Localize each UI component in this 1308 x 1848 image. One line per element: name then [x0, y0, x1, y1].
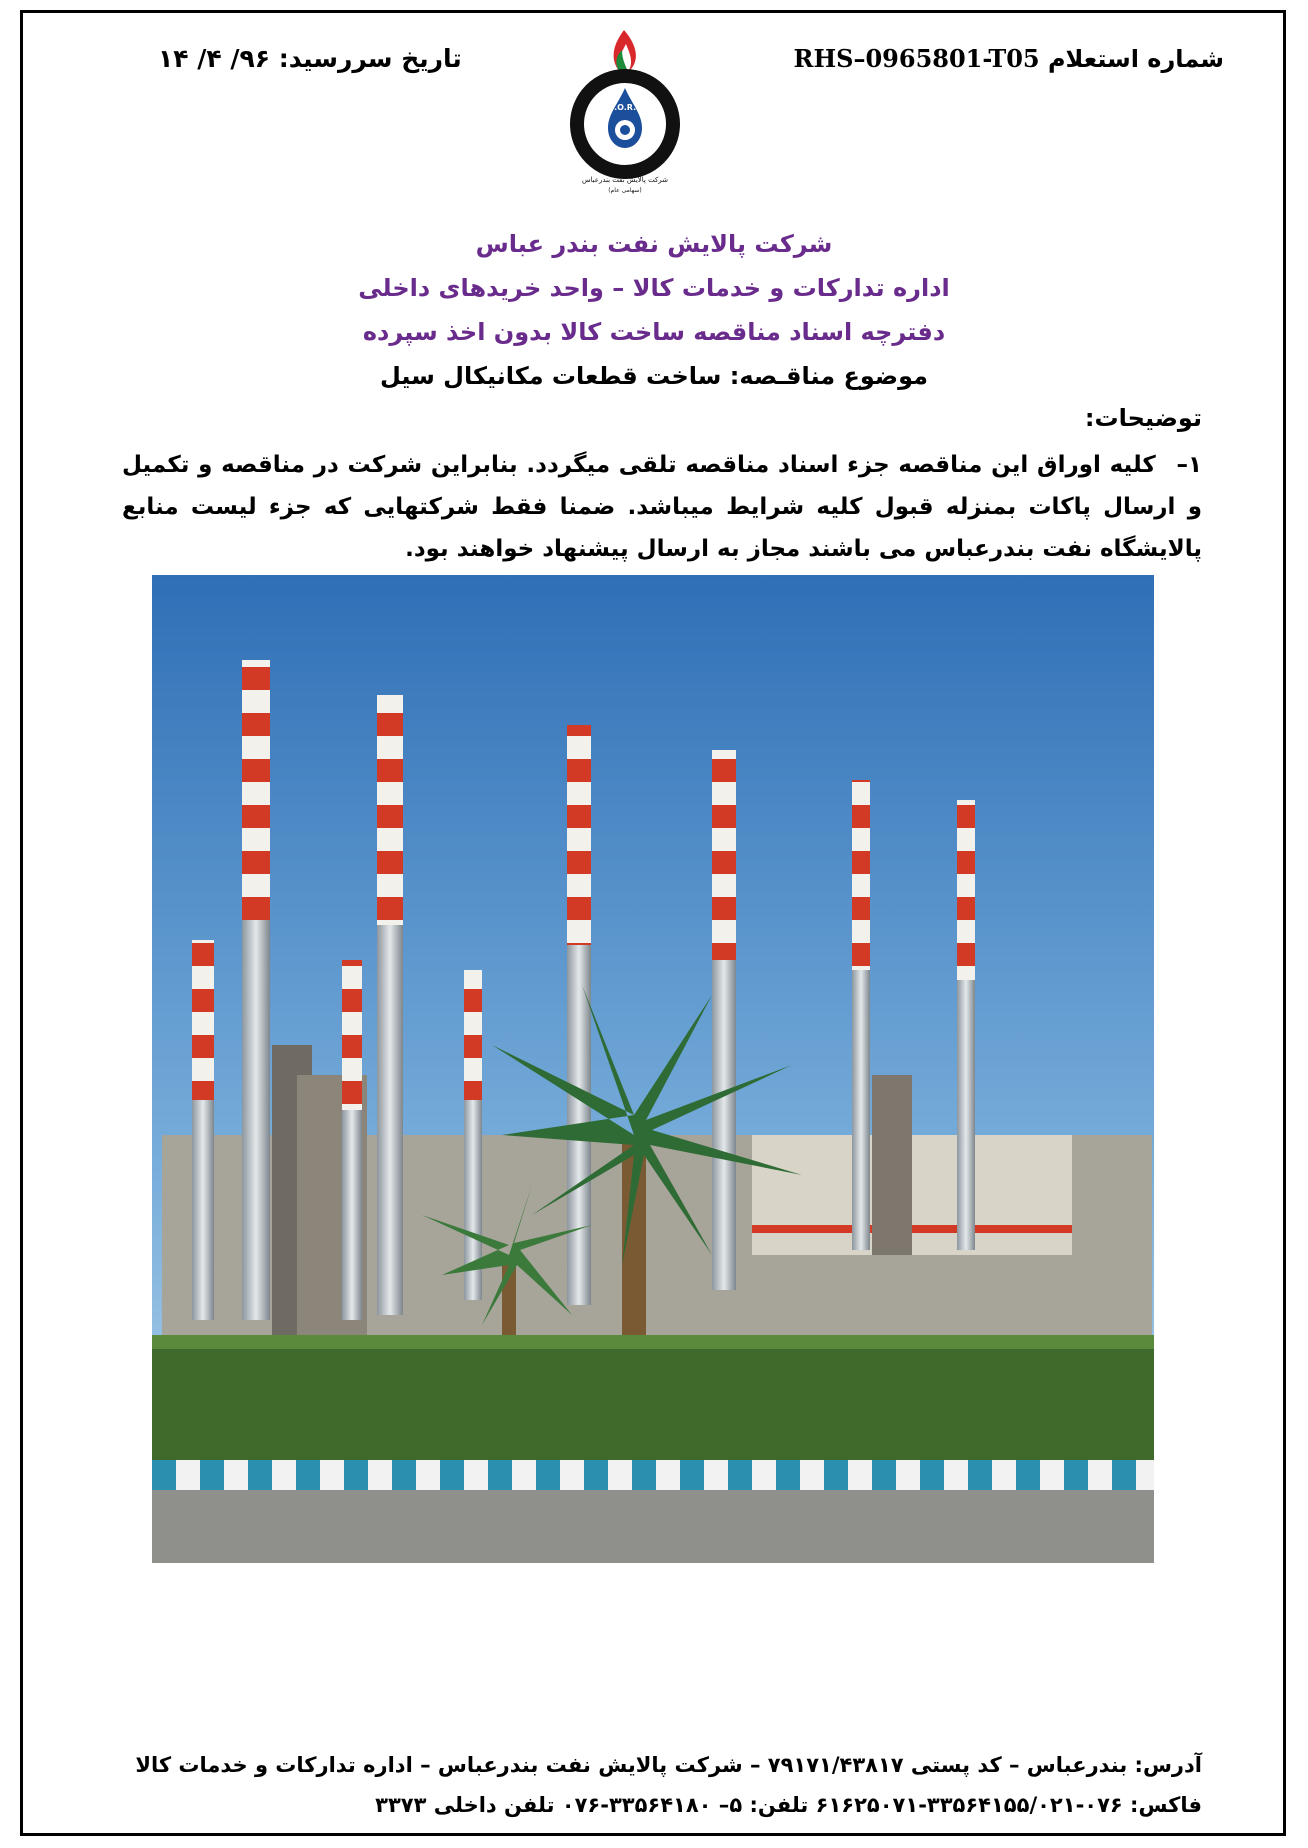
inquiry-label: شماره استعلام: [1047, 45, 1224, 73]
tender-subject: موضوع مناقـصه: ساخت قطعات مکانیکال سیل: [379, 362, 929, 390]
logo-company-text: شرکت پالایش نفت بندرعباس: [582, 176, 668, 184]
notes-label: توضیحات:: [1084, 404, 1202, 432]
due-date: ۹۶/ ۴/ ۱۴: [158, 44, 271, 73]
flame-icon: [614, 30, 636, 72]
inquiry-number-line: [794, 44, 1224, 73]
footer: [135, 1745, 1202, 1825]
due-date-label: تاریخ سررسید:: [278, 44, 462, 73]
note-text: کلیه اوراق این مناقصه جزء اسناد مناقصه تلقی میگردد. بنابراین شرکت در مناقصه و تکمیل و ارسال پاکات بمنزله قبول کلیه شرایط میباشد. ضمنا فقط شرکتهایی که جزء لیست منابع پالایشگاه نفت بندرعباس می باشند مجاز به ارسال پیشنهاد خواهند بود.: [122, 452, 1202, 562]
inquiry-number: RHS–0965801-T05: [793, 44, 1040, 73]
due-date-line: [158, 44, 462, 73]
note-item: [122, 444, 1202, 570]
footer-contacts: فاکس: ۰۷۶-۳۳۵۶۴۱۵۵/۰۲۱-۶۱۶۲۵۰۷۱ تلفن: ۵– ۳۳۵۶۴۱۸۰-۰۷۶ تلفن داخلی ۳۳۷۳: [375, 1793, 1202, 1817]
footer-address: آدرس: بندرعباس – کد پستی ۷۹۱۷۱/۴۳۸۱۷ – شرکت پالایش نفت بندرعباس – اداره تدارکات و خدمات کالا: [135, 1753, 1202, 1777]
document-titles: [0, 222, 1308, 398]
company-logo: [560, 24, 690, 194]
notes-list: [122, 444, 1202, 570]
logo-initials: B.O.R.C: [607, 103, 643, 112]
road: [152, 1490, 1154, 1563]
refinery-photo: [152, 575, 1154, 1563]
curb: [152, 1460, 1154, 1490]
company-title: شرکت پالایش نفت بندر عباس: [475, 230, 833, 258]
department-title: اداره تدارکات و خدمات کالا – واحد خریدهای داخلی: [358, 274, 950, 302]
hedge: [152, 1335, 1154, 1475]
logo-subtext: (سهامی عام): [608, 187, 642, 194]
note-number: ۱–: [1176, 452, 1202, 478]
booklet-title: دفترچه اسناد مناقصه ساخت کالا بدون اخذ سپرده: [362, 318, 946, 346]
drop-icon: [608, 88, 642, 148]
